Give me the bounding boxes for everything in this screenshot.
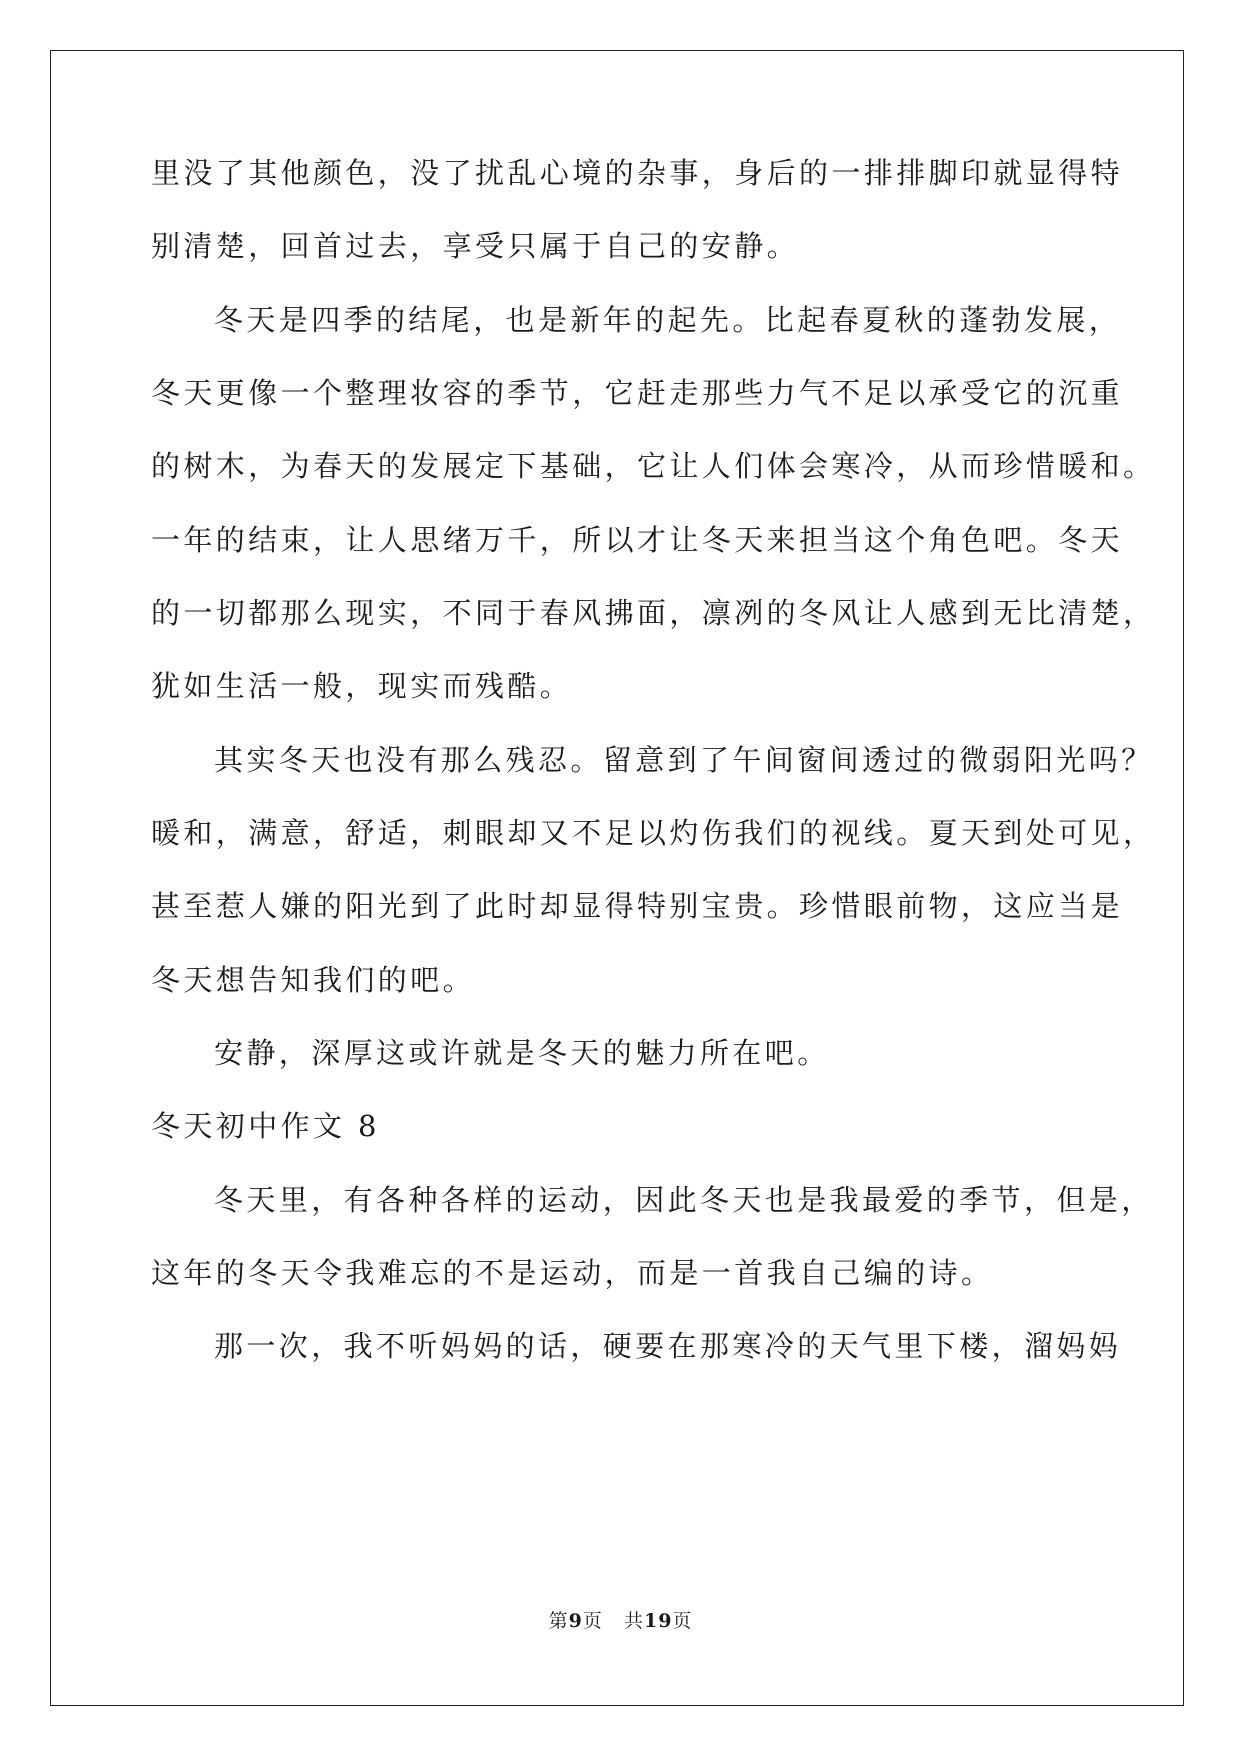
text-line: 的树木，为春天的发展定下基础，它让人们体会寒冷，从而珍惜暖和。 — [151, 449, 1156, 483]
text-line: 冬天更像一个整理妆容的季节，它赶走那些力气不足以承受它的沉重 — [151, 376, 1124, 410]
text-line: 的一切都那么现实，不同于春风拂面，凛冽的冬风让人感到无比清楚， — [151, 596, 1156, 630]
text-line: 犹如生活一般，现实而残酷。 — [151, 669, 573, 703]
total-prefix: 共 — [623, 1610, 644, 1632]
page-number: 9 — [568, 1610, 583, 1632]
page-border — [50, 50, 1184, 1706]
paragraph-start: 冬天里，有各种各样的运动，因此冬天也是我最爱的季节，但是， — [214, 1183, 1154, 1217]
page-prefix: 第 — [548, 1610, 569, 1632]
total-suffix: 页 — [672, 1610, 693, 1632]
section-heading: 冬天初中作文 8 — [151, 1109, 380, 1143]
paragraph-start: 安静，深厚这或许就是冬天的魅力所在吧。 — [214, 1036, 830, 1070]
text-line: 这年的冬天令我难忘的不是运动，而是一首我自己编的诗。 — [151, 1256, 994, 1290]
text-line: 冬天想告知我们的吧。 — [151, 963, 476, 997]
paragraph-start: 冬天是四季的结尾，也是新年的起先。比起春夏秋的蓬勃发展， — [214, 303, 1122, 337]
text-line: 一年的结束，让人思绪万千，所以才让冬天来担当这个角色吧。冬天 — [151, 523, 1124, 557]
paragraph-start: 其实冬天也没有那么残忍。留意到了午间窗间透过的微弱阳光吗？ — [214, 743, 1154, 777]
text-line: 暖和，满意，舒适，刺眼却又不足以灼伤我们的视线。夏天到处可见， — [151, 816, 1156, 850]
page-total: 19 — [643, 1610, 673, 1632]
text-line: 里没了其他颜色，没了扰乱心境的杂事，身后的一排排脚印就显得特 — [151, 156, 1124, 190]
page-footer — [0, 1606, 1241, 1633]
text-line: 别清楚，回首过去，享受只属于自己的安静。 — [151, 229, 800, 263]
paragraph-start: 那一次，我不听妈妈的话，硬要在那寒冷的天气里下楼，溜妈妈 — [214, 1329, 1122, 1363]
text-line: 甚至惹人嫌的阳光到了此时却显得特别宝贵。珍惜眼前物，这应当是 — [151, 889, 1124, 923]
page-suffix: 页 — [582, 1610, 603, 1632]
